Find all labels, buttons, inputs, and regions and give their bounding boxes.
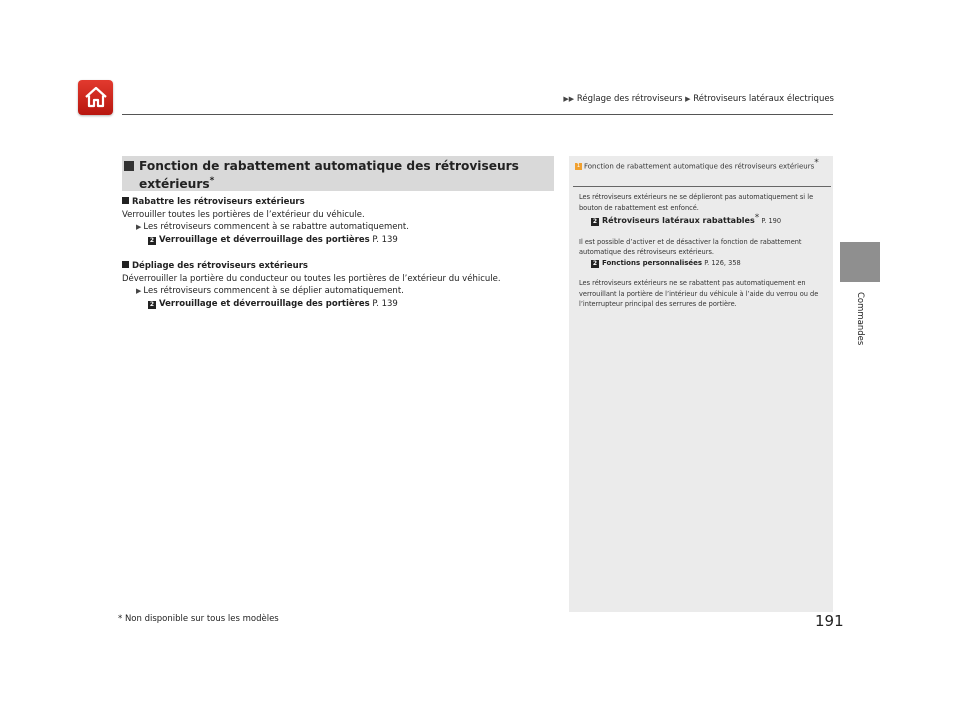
note-reference-folding-mirrors[interactable]: 2 Rétroviseurs latéraux rabattables* P. 190 (592, 213, 782, 226)
note-paragraph-2: Il est possible d’activer et de désactiver la fonction de rabattement automatique des rétroviseurs extérieurs. (579, 237, 802, 257)
unfolding-step: Déverrouiller la portière du conducteur ou toutes les portières de l’extérieur du véhicule. (122, 273, 501, 284)
unfolding-heading: Dépliage des rétroviseurs extérieurs (122, 260, 562, 273)
header-divider (122, 114, 833, 115)
note-panel-body (579, 192, 827, 320)
reference-icon: 2 (149, 300, 155, 308)
main-content (122, 196, 562, 310)
note-paragraph-3: Les rétroviseurs extérieurs ne se rabattent pas automatiquement en verrouillant la portière de l’intérieur du véhicule à l’aide du verrou ou de l’interrupteur principal des serrures de portière. (579, 279, 819, 309)
chapter-tab[interactable] (840, 242, 880, 282)
reference-icon: 2 (149, 236, 155, 244)
breadcrumb (563, 94, 834, 104)
folding-result: ▶ Les rétroviseurs commencent à se rabattre automatiquement. (136, 222, 409, 232)
subsection-bullet-icon (122, 197, 129, 204)
result-arrow-icon: ▶ (136, 223, 142, 231)
folding-step: Verrouiller toutes les portières de l’extérieur du véhicule. (122, 209, 365, 220)
home-icon (83, 84, 109, 110)
footnote: * Non disponible sur tous les modèles (118, 614, 279, 624)
breadcrumb-item-power-mirrors[interactable]: Rétroviseurs latéraux électriques (693, 94, 834, 104)
reference-icon: 2 (592, 218, 598, 226)
availability-star: * (209, 176, 215, 186)
subsection-bullet-icon (122, 261, 129, 268)
note-panel-divider (573, 186, 831, 187)
unfolding-reference-link[interactable]: 2 Verrouillage et déverrouillage des portières P. 139 (149, 298, 398, 309)
note-panel-title: 1 Fonction de rabattement automatique des rétroviseurs extérieurs* (576, 158, 819, 171)
unfolding-result: ▶ Les rétroviseurs commencent à se déplier automatiquement. (136, 286, 404, 296)
note-reference-customized-features[interactable]: 2 Fonctions personnalisées P. 126, 358 (592, 258, 741, 267)
result-arrow-icon: ▶ (136, 287, 142, 295)
breadcrumb-item-mirror-adjustment[interactable]: Réglage des rétroviseurs (576, 94, 683, 104)
note-paragraph-1: Les rétroviseurs extérieurs ne se déplieront pas automatiquement si le bouton de rabattement est enfoncé. (579, 193, 814, 212)
breadcrumb-arrow-icon: ▶ (685, 95, 691, 103)
section-title-text: Fonction de rabattement automatique des rétroviseurs extérieurs (139, 159, 519, 192)
page-number: 191 (815, 612, 844, 630)
note-number-badge: 1 (576, 163, 581, 170)
reference-icon: 2 (592, 259, 598, 267)
chapter-tab-label: Commandes (855, 292, 865, 346)
section-bullet-icon (124, 161, 134, 171)
breadcrumb-arrow-icon: ▶▶ (563, 95, 575, 103)
section-title (139, 159, 549, 192)
folding-reference-link[interactable]: 2 Verrouillage et déverrouillage des portières P. 139 (149, 234, 398, 245)
folding-heading: Rabattre les rétroviseurs extérieurs (122, 196, 562, 209)
home-button[interactable] (78, 80, 113, 115)
